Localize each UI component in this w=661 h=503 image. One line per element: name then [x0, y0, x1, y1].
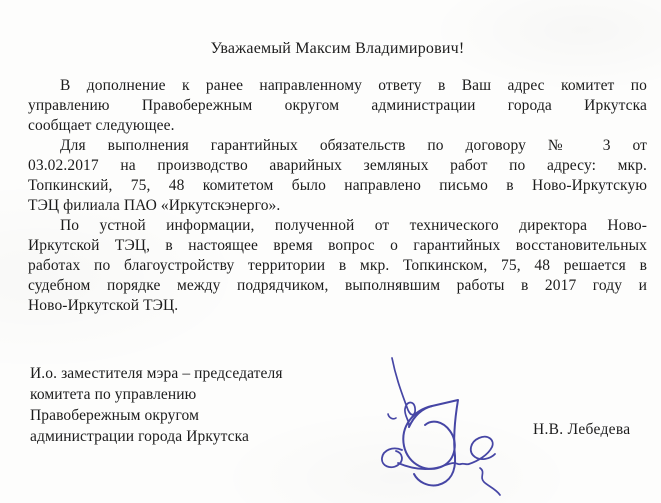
- signer-title-block: [30, 363, 283, 447]
- signer-name: Н.В. Лебедева: [533, 421, 631, 438]
- handwritten-signature-ink: [358, 350, 513, 502]
- text-line: сообщает следующее.: [28, 117, 175, 134]
- body-paragraph: [28, 136, 647, 216]
- body-paragraph: [28, 216, 647, 316]
- text-line: работах по благоустройству территории в мкр. Топкинском, 75, 48 решается в: [28, 257, 647, 274]
- text-line: Иркутской ТЭЦ, в настоящее время вопрос о гарантийных восстановительных: [28, 237, 647, 254]
- body-paragraph: [28, 76, 647, 136]
- text-line: 03.02.2017 на производство аварийных земляных работ по адресу: мкр.: [28, 157, 647, 174]
- text-line: ТЭЦ филиала ПАО «Иркутскэнерго».: [28, 197, 281, 214]
- text-line: Топкинский, 75, 48 комитетом было направлено письмо в Ново-Иркутскую: [28, 177, 647, 194]
- text-line: По устной информации, полученной от технического директора Ново-: [60, 217, 647, 234]
- text-line: В дополнение к ранее направленному ответу в Ваш адрес комитет по: [60, 77, 647, 94]
- letter-body: [28, 76, 647, 316]
- text-line: Ново-Иркутской ТЭЦ.: [28, 297, 179, 314]
- signer-title-line: администрации города Иркутска: [30, 428, 250, 445]
- salutation: Уважаемый Максим Владимирович!: [210, 40, 465, 57]
- signer-title-line: И.о. заместителя мэра – председателя: [30, 365, 283, 382]
- signer-title-line: комитета по управлению: [30, 386, 197, 403]
- text-line: Для выполнения гарантийных обязательств по договору № 3 от: [60, 137, 647, 154]
- text-line: управлению Правобережным округом администрации города Иркутска: [28, 97, 647, 114]
- signer-title-line: Правобережным округом: [30, 407, 199, 424]
- text-line: судебном порядке между подрядчиком, выполнявшим работы в 2017 году и: [28, 277, 647, 294]
